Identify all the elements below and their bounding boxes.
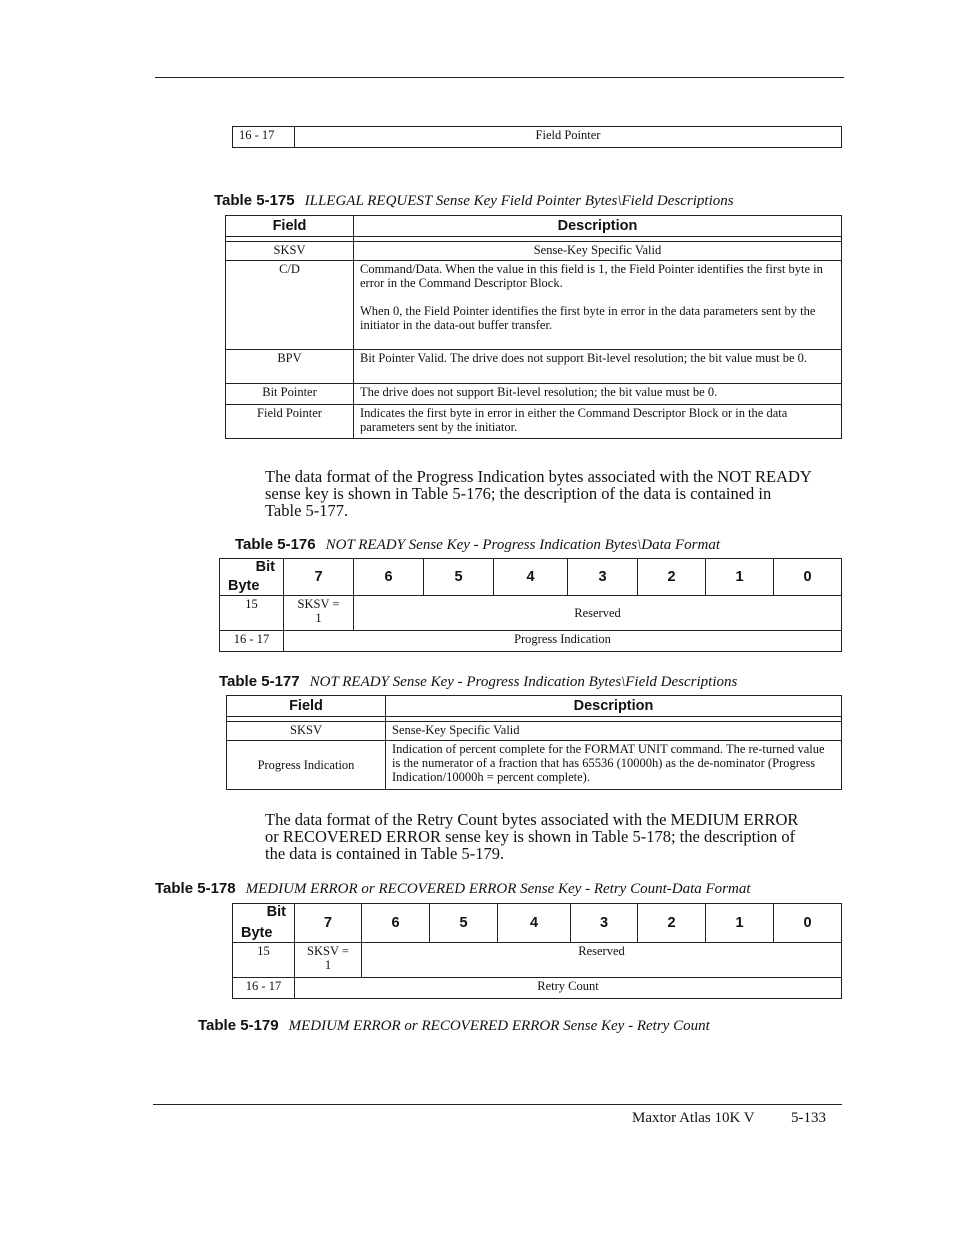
- byte-label: Byte: [241, 925, 273, 941]
- field-cell: BPV: [226, 350, 354, 384]
- table-179-caption: [198, 1017, 710, 1035]
- table-row: [226, 405, 842, 439]
- table-177: [226, 695, 842, 790]
- bit-header: 4: [498, 904, 571, 943]
- paragraph-line: sense key is shown in Table 5-176; the description of the data is contained in: [265, 484, 772, 503]
- body-paragraph: [265, 811, 845, 862]
- description-cell: Sense-Key Specific Valid: [386, 722, 842, 741]
- table-title: NOT READY Sense Key - Progress Indication Bytes\Field Descriptions: [309, 674, 738, 690]
- paragraph-line: Table 5-177.: [265, 501, 349, 520]
- body-paragraph: [265, 468, 845, 519]
- byte-cell: 15: [233, 943, 295, 978]
- byte-label: Byte: [228, 578, 260, 594]
- table-row: [226, 261, 842, 350]
- footer-rule: [153, 1104, 842, 1105]
- table-row: [220, 596, 842, 631]
- table-row: [220, 631, 842, 652]
- footer-product: Maxtor Atlas 10K V: [632, 1110, 755, 1126]
- table-row: [226, 242, 842, 261]
- table-number: Table 5-177: [219, 673, 300, 690]
- bit-label: Bit: [255, 559, 275, 575]
- bit-header: 5: [430, 904, 498, 943]
- description-cell: The drive does not support Bit-level resolution; the bit value must be 0.: [354, 384, 842, 405]
- field-cell: C/D: [226, 261, 354, 350]
- description-cell: Sense-Key Specific Valid: [354, 242, 842, 261]
- table-header-row: [227, 696, 842, 717]
- bit-header: 6: [362, 904, 430, 943]
- table-title: NOT READY Sense Key - Progress Indication Bytes\Data Format: [325, 537, 721, 553]
- column-header: Description: [386, 696, 842, 717]
- table-176: [219, 558, 842, 652]
- bit-header: 7: [284, 559, 354, 596]
- table-title: ILLEGAL REQUEST Sense Key Field Pointer Bytes\Field Descriptions: [304, 193, 734, 209]
- reserved-cell: Reserved: [354, 596, 842, 631]
- table-title: MEDIUM ERROR or RECOVERED ERROR Sense Key - Retry Count-Data Format: [245, 881, 751, 897]
- table-header-row: [226, 216, 842, 237]
- description-cell: Bit Pointer Valid. The drive does not support Bit-level resolution; the bit value must be 0.: [354, 350, 842, 384]
- table-row: [226, 384, 842, 405]
- bit-header: 0: [774, 559, 842, 596]
- field-cell: SKSV: [226, 242, 354, 261]
- table-header-row: [233, 904, 842, 943]
- page-number: 5-133: [791, 1110, 826, 1126]
- reserved-cell: Reserved: [362, 943, 842, 978]
- byte-cell: 16 - 17: [220, 631, 284, 652]
- paragraph-line: The data format of the Retry Count bytes associated with the MEDIUM ERROR: [265, 810, 799, 829]
- table-175: [225, 215, 842, 439]
- table-row: [233, 943, 842, 978]
- bit-header: 0: [774, 904, 842, 943]
- field-cell: Retry Count: [295, 978, 842, 999]
- bit-byte-header: [220, 559, 284, 596]
- description-paragraph: Command/Data. When the value in this field is 1, the Field Pointer identifies the first byte in error in the Command Descriptor Block.: [360, 262, 823, 290]
- table-header-row: [220, 559, 842, 596]
- field-cell: Field Pointer: [295, 127, 842, 148]
- sksv-cell: SKSV = 1: [284, 596, 354, 631]
- table-178: [232, 903, 842, 999]
- bit-byte-header: [233, 904, 295, 943]
- table-177-caption: [219, 673, 737, 691]
- table-row: [227, 722, 842, 741]
- field-cell: Progress Indication: [284, 631, 842, 652]
- description-cell: Indicates the first byte in error in either the Command Descriptor Block or in the data parameters sent by the initiator.: [354, 405, 842, 439]
- table-title: MEDIUM ERROR or RECOVERED ERROR Sense Key - Retry Count: [288, 1018, 710, 1034]
- byte-cell: 16 - 17: [233, 127, 295, 148]
- table-number: Table 5-178: [155, 880, 236, 897]
- table-number: Table 5-179: [198, 1017, 279, 1034]
- paragraph-line: the data is contained in Table 5-179.: [265, 844, 505, 863]
- bit-header: 3: [568, 559, 638, 596]
- column-header: Description: [354, 216, 842, 237]
- bit-header: 7: [295, 904, 362, 943]
- field-cell: SKSV: [227, 722, 386, 741]
- paragraph-line: The data format of the Progress Indication bytes associated with the NOT READY: [265, 467, 812, 486]
- field-cell: Bit Pointer: [226, 384, 354, 405]
- description-cell: Indication of percent complete for the FORMAT UNIT command. The re-turned value is the numerator of a fraction that has 65536 (10000h) as the de-nominator (Progress Indication/10000h = percent complete).: [386, 741, 842, 790]
- table-row: [227, 741, 842, 790]
- bit-header: 1: [706, 904, 774, 943]
- bit-header: 5: [424, 559, 494, 596]
- bit-header: 1: [706, 559, 774, 596]
- bit-header: 3: [571, 904, 638, 943]
- header-rule: [155, 77, 844, 78]
- bit-header: 4: [494, 559, 568, 596]
- table-176-caption: [235, 536, 720, 554]
- table-178-caption: [155, 880, 751, 898]
- table-row: [226, 350, 842, 384]
- table-row: [233, 127, 842, 148]
- byte-cell: 16 - 17: [233, 978, 295, 999]
- field-cell: Field Pointer: [226, 405, 354, 439]
- column-header: Field: [227, 696, 386, 717]
- bit-header: 2: [638, 904, 706, 943]
- description-cell: [354, 261, 842, 350]
- description-paragraph: When 0, the Field Pointer identifies the first byte in error in the data parameters sent by the initiator in the data-out buffer transfer.: [360, 304, 816, 332]
- table-row: [233, 978, 842, 999]
- table-175-caption: [214, 192, 734, 210]
- table-number: Table 5-176: [235, 536, 316, 553]
- field-cell: Progress Indication: [227, 741, 386, 790]
- bit-header: 6: [354, 559, 424, 596]
- paragraph-line: or RECOVERED ERROR sense key is shown in Table 5-178; the description of: [265, 827, 796, 846]
- byte-cell: 15: [220, 596, 284, 631]
- column-header: Field: [226, 216, 354, 237]
- bit-header: 2: [638, 559, 706, 596]
- sksv-cell: SKSV = 1: [295, 943, 362, 978]
- continued-table: [232, 126, 842, 148]
- table-number: Table 5-175: [214, 192, 295, 209]
- bit-label: Bit: [266, 904, 286, 920]
